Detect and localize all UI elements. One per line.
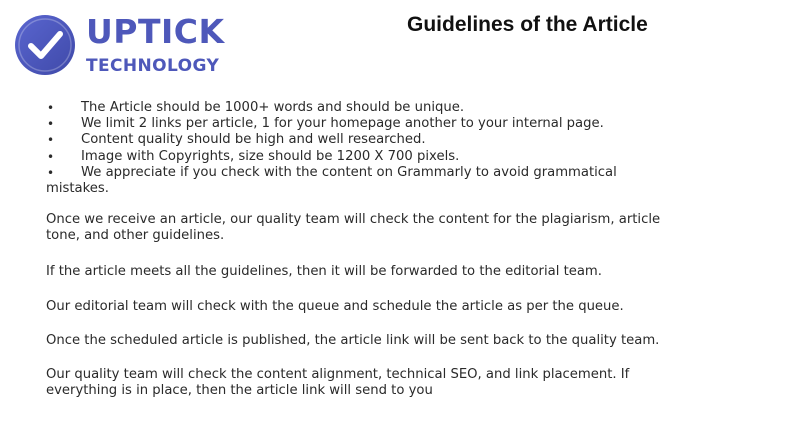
guideline-item: • Image with Copyrights, size should be 1200 X 700 pixels. — [46, 149, 676, 165]
process-paragraph: Once we receive an article, our quality team will check the content for the plagiarism, article tone, and other guidelines. — [46, 212, 661, 244]
page-title: Guidelines of the Article — [407, 13, 648, 36]
company-logo — [14, 10, 234, 82]
brand-name-line2: TECHNOLOGY — [86, 56, 220, 76]
guideline-item: • We limit 2 links per article, 1 for your homepage another to your internal page. — [46, 116, 676, 132]
guidelines-list — [46, 100, 676, 197]
guideline-item: • The Article should be 1000+ words and should be unique. — [46, 100, 676, 116]
process-paragraph: Once the scheduled article is published, the article link will be sent back to the quality team. — [46, 333, 660, 349]
guideline-item: • We appreciate if you check with the content on Grammarly to avoid grammatical mistakes. — [46, 165, 676, 197]
process-paragraph: Our quality team will check the content alignment, technical SEO, and link placement. If everything is in place, then the article link will send to you — [46, 367, 630, 399]
process-paragraph: If the article meets all the guidelines, then it will be forwarded to the editorial team. — [46, 263, 602, 279]
guideline-item: • Content quality should be high and well researched. — [46, 132, 676, 148]
process-paragraph: Our editorial team will check with the queue and schedule the article as per the queue. — [46, 298, 624, 314]
brand-name-line1: UPTICK — [86, 12, 225, 51]
checkmark-badge-icon — [14, 14, 76, 76]
guidelines-content — [46, 100, 676, 400]
